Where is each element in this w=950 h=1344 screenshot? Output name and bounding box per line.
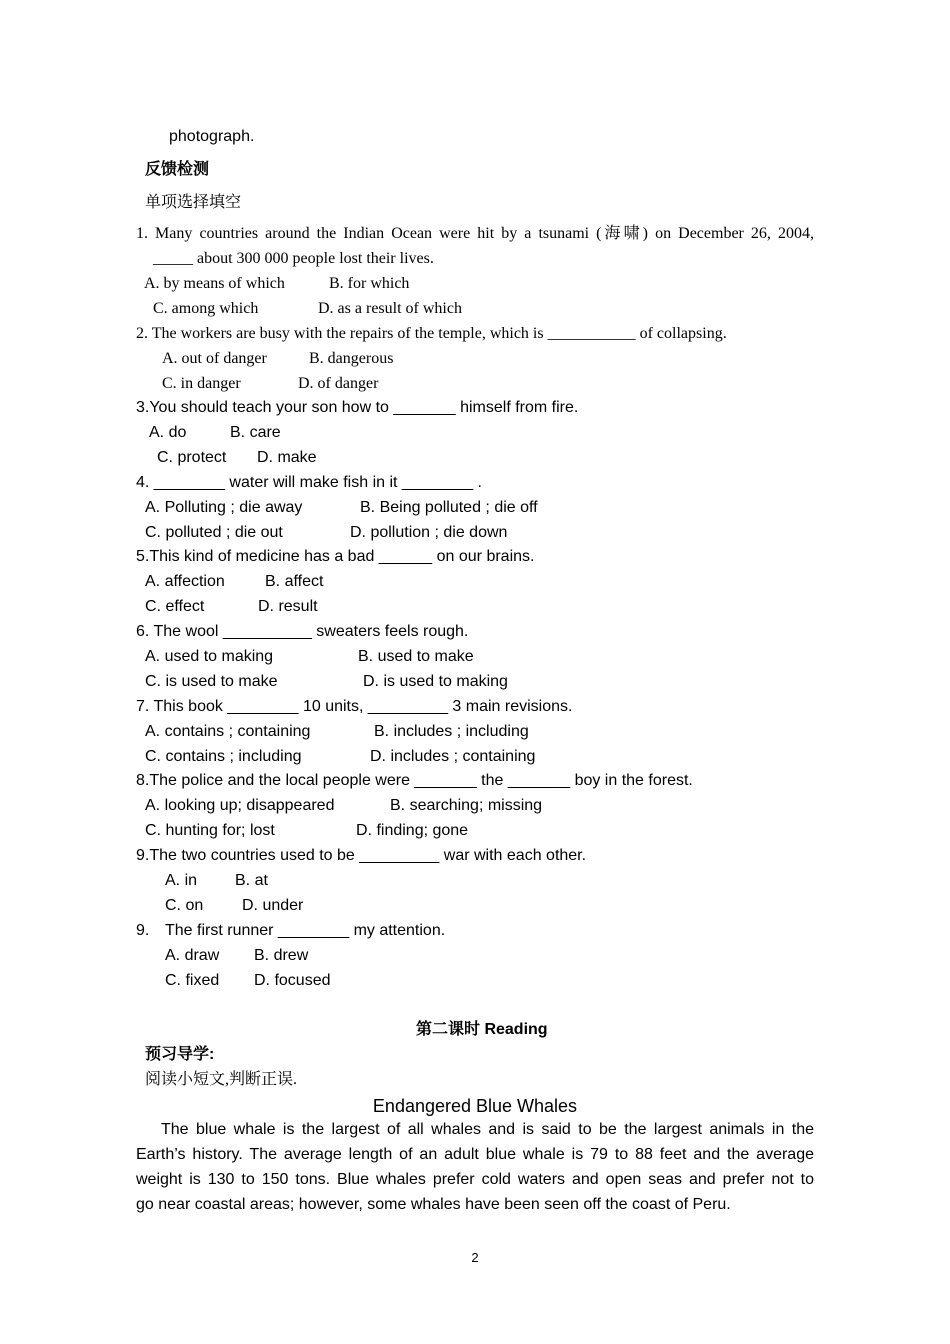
question-1-stem-line1: 1. Many countries around the Indian Ocean were hit by a tsunami (海啸) on December 26, 2004, <box>136 225 814 242</box>
question-8-option-d: D. finding; gone <box>356 822 469 839</box>
question-4-option-b: B. Being polluted ; die off <box>360 499 538 516</box>
question-4-option-c: C. polluted ; die out <box>145 524 283 541</box>
preview-title: 预习导学: <box>145 1046 215 1063</box>
question-3-stem: 3.You should teach your son how to _______ himself from fire. <box>136 399 579 416</box>
question-6-stem: 6. The wool __________ sweaters feels rough. <box>136 623 469 640</box>
question-5-option-a: A. affection <box>145 573 225 590</box>
question-2-option-b: B. dangerous <box>309 350 394 367</box>
question-8-stem: 8.The police and the local people were _______ the _______ boy in the forest. <box>136 772 693 789</box>
question-7-option-c: C. contains ; including <box>145 748 302 765</box>
question-1-option-d: D. as a result of which <box>318 300 462 317</box>
question-6-option-d: D. is used to making <box>363 673 508 690</box>
question-10-number: 9. <box>136 922 150 939</box>
question-7-option-a: A. contains ; containing <box>145 723 311 740</box>
question-1-option-c: C. among which <box>153 300 259 317</box>
question-10-option-a: A. draw <box>165 947 220 964</box>
question-7-option-b: B. includes ; including <box>374 723 529 740</box>
question-5-option-c: C. effect <box>145 598 205 615</box>
question-9-option-d: D. under <box>242 897 304 914</box>
question-3-option-d: D. make <box>257 449 317 466</box>
question-4-option-d: D. pollution ; die down <box>350 524 508 541</box>
question-9-option-a: A. in <box>165 872 198 889</box>
article-line-2: Earth’s history. The average length of an adult blue whale is 79 to 88 feet and the average <box>136 1146 814 1163</box>
question-7-option-d: D. includes ; containing <box>370 748 536 765</box>
article-title: Endangered Blue Whales <box>372 1096 578 1116</box>
question-1-option-a: A. by means of which <box>144 275 285 292</box>
question-6-option-b: B. used to make <box>358 648 474 665</box>
question-8-option-b: B. searching; missing <box>390 797 543 814</box>
question-2-option-a: A. out of danger <box>162 350 267 367</box>
article-line-3: weight is 130 to 150 tons. Blue whales prefer cold waters and open seas and prefer not to <box>136 1171 814 1188</box>
continued-text: photograph. <box>169 128 255 145</box>
question-10-stem: The first runner ________ my attention. <box>165 922 446 939</box>
question-6-option-c: C. is used to make <box>145 673 278 690</box>
question-5-option-b: B. affect <box>265 573 324 590</box>
question-3-option-b: B. care <box>230 424 281 441</box>
question-8-option-c: C. hunting for; lost <box>145 822 275 839</box>
question-3-option-c: C. protect <box>157 449 227 466</box>
question-1-stem-line2: _____ about 300 000 people lost their lives. <box>153 250 434 267</box>
article-line-1: The blue whale is the largest of all whales and is said to be the largest animals in the <box>161 1121 814 1138</box>
section-subtitle: 单项选择填空 <box>145 194 242 211</box>
question-2-stem: 2. The workers are busy with the repairs of the temple, which is ___________ of collapsing. <box>136 325 727 342</box>
question-3-option-a: A. do <box>149 424 187 441</box>
question-4-option-a: A. Polluting ; die away <box>145 499 303 516</box>
question-7-stem: 7. This book ________ 10 units, _________ 3 main revisions. <box>136 698 573 715</box>
question-10-option-c: C. fixed <box>165 972 220 989</box>
lesson-title: 第二课时 Reading <box>416 1021 548 1038</box>
question-2-option-d: D. of danger <box>298 375 379 392</box>
question-5-option-d: D. result <box>258 598 318 615</box>
question-2-option-c: C. in danger <box>162 375 241 392</box>
question-9-option-c: C. on <box>165 897 204 914</box>
question-10-option-b: B. drew <box>254 947 309 964</box>
question-10-option-d: D. focused <box>254 972 331 989</box>
question-9-stem: 9.The two countries used to be _________ war with each other. <box>136 847 587 864</box>
question-5-stem: 5.This kind of medicine has a bad ______ on our brains. <box>136 548 535 565</box>
question-4-stem: 4. ________ water will make fish in it ________ . <box>136 474 482 491</box>
page-number: 2 <box>471 1250 479 1265</box>
article-line-4: go near coastal areas; however, some whales have been seen off the coast of Peru. <box>136 1196 731 1213</box>
question-6-option-a: A. used to making <box>145 648 274 665</box>
preview-instruction: 阅读小短文,判断正误. <box>145 1071 298 1088</box>
question-8-option-a: A. looking up; disappeared <box>145 797 335 814</box>
section-title-feedback: 反馈检测 <box>145 161 210 178</box>
question-1-option-b: B. for which <box>329 275 410 292</box>
question-9-option-b: B. at <box>235 872 268 889</box>
